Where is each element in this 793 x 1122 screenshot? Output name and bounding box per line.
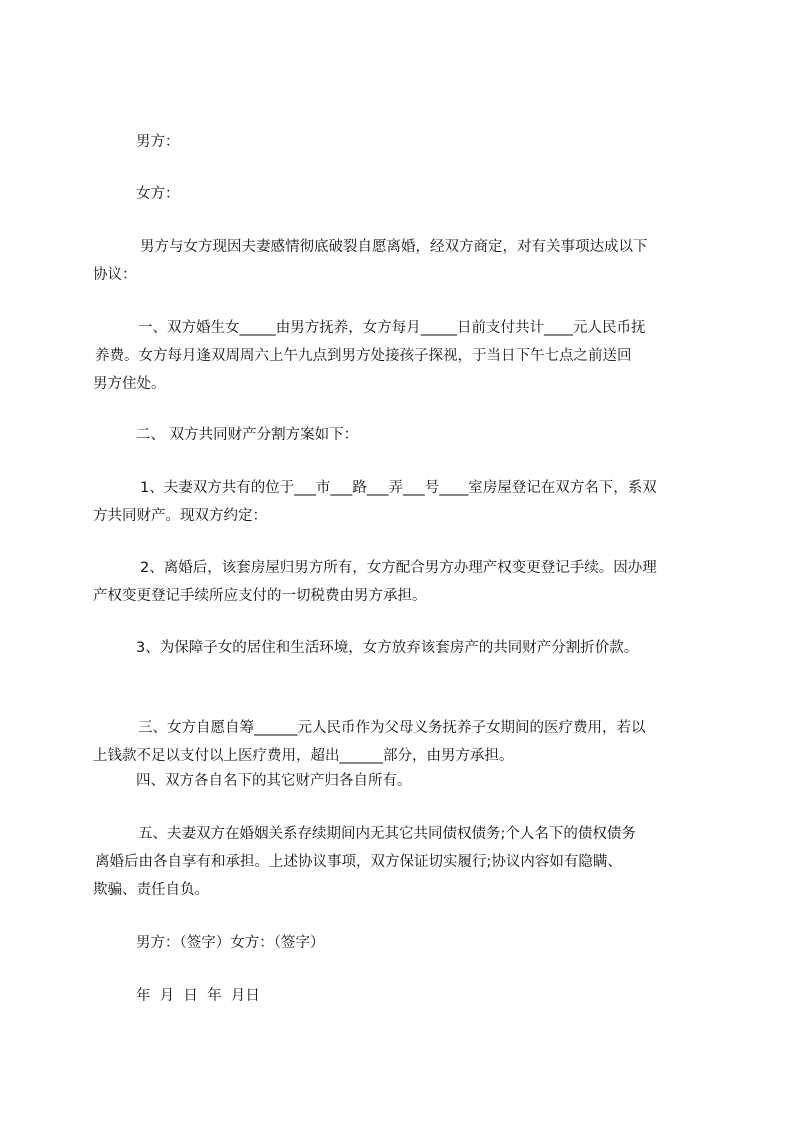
- male-party-label: 男方：: [136, 134, 180, 150]
- clause-2-item-1: [93, 474, 713, 530]
- clause-2-item-2: [93, 554, 713, 610]
- clause-1-line: 一、双方婚生女_____由男方抚养，女方每月_____日前支付共计____元人民币抚: [138, 320, 646, 336]
- intro-line: 男方与女方现因夫妻感情彻底破裂自愿离婚，经双方商定，对有关事项达成以下: [140, 239, 648, 255]
- clause-2-item-3: 3、为保障子女的居住和生活环境，女方放弃该套房产的共同财产分割折价款。: [136, 640, 639, 656]
- clause-3: [93, 714, 713, 770]
- clause-2-heading: 二、 双方共同财产分割方案如下：: [136, 427, 359, 443]
- clause-2-item-2-line: 产权变更登记手续所应支付的一切税费由男方承担。: [93, 588, 427, 604]
- clause-2-item-1-line: 1、夫妻双方共有的位于___市___路___弄___号____室房屋登记在双方名下，系双: [140, 480, 657, 496]
- clause-2-item-1-line: 方共同财产。现双方约定：: [93, 508, 267, 524]
- clause-5: [93, 820, 713, 904]
- date-line: 年 月 日 年 月日: [136, 988, 260, 1004]
- clause-1-line: 养费。女方每月逢双周周六上午九点到男方处接孩子探视，于当日下午七点之前送回: [95, 348, 632, 364]
- clause-5-line: 离婚后由各自享有和承担。上述协议事项，双方保证切实履行;协议内容如有隐瞒、: [95, 854, 622, 870]
- clause-2-item-2-line: 2、离婚后，该套房屋归男方所有，女方配合男方办理产权变更登记手续。因办理: [140, 560, 657, 576]
- clause-3-line: 三、女方自愿自筹______元人民币作为父母义务抚养子女期间的医疗费用，若以: [138, 720, 646, 736]
- clause-1: [93, 314, 713, 398]
- clause-5-line: 五、夫妻双方在婚姻关系存续期间内无其它共同债权债务;个人名下的债权债务: [138, 826, 636, 842]
- female-party-label: 女方：: [136, 186, 180, 202]
- intro-paragraph: [93, 233, 713, 289]
- intro-line: 协议：: [93, 267, 137, 283]
- clause-4: 四、双方各自名下的其它财产归各自所有。: [136, 773, 412, 789]
- clause-1-line: 男方住处。: [93, 376, 166, 392]
- clause-3-line: 上钱款不足以支付以上医疗费用，超出______部分，由男方承担。: [93, 748, 514, 764]
- signature-line: 男方：（签字）女方：（签字）: [136, 935, 325, 951]
- clause-5-line: 欺骗、责任自负。: [93, 882, 209, 898]
